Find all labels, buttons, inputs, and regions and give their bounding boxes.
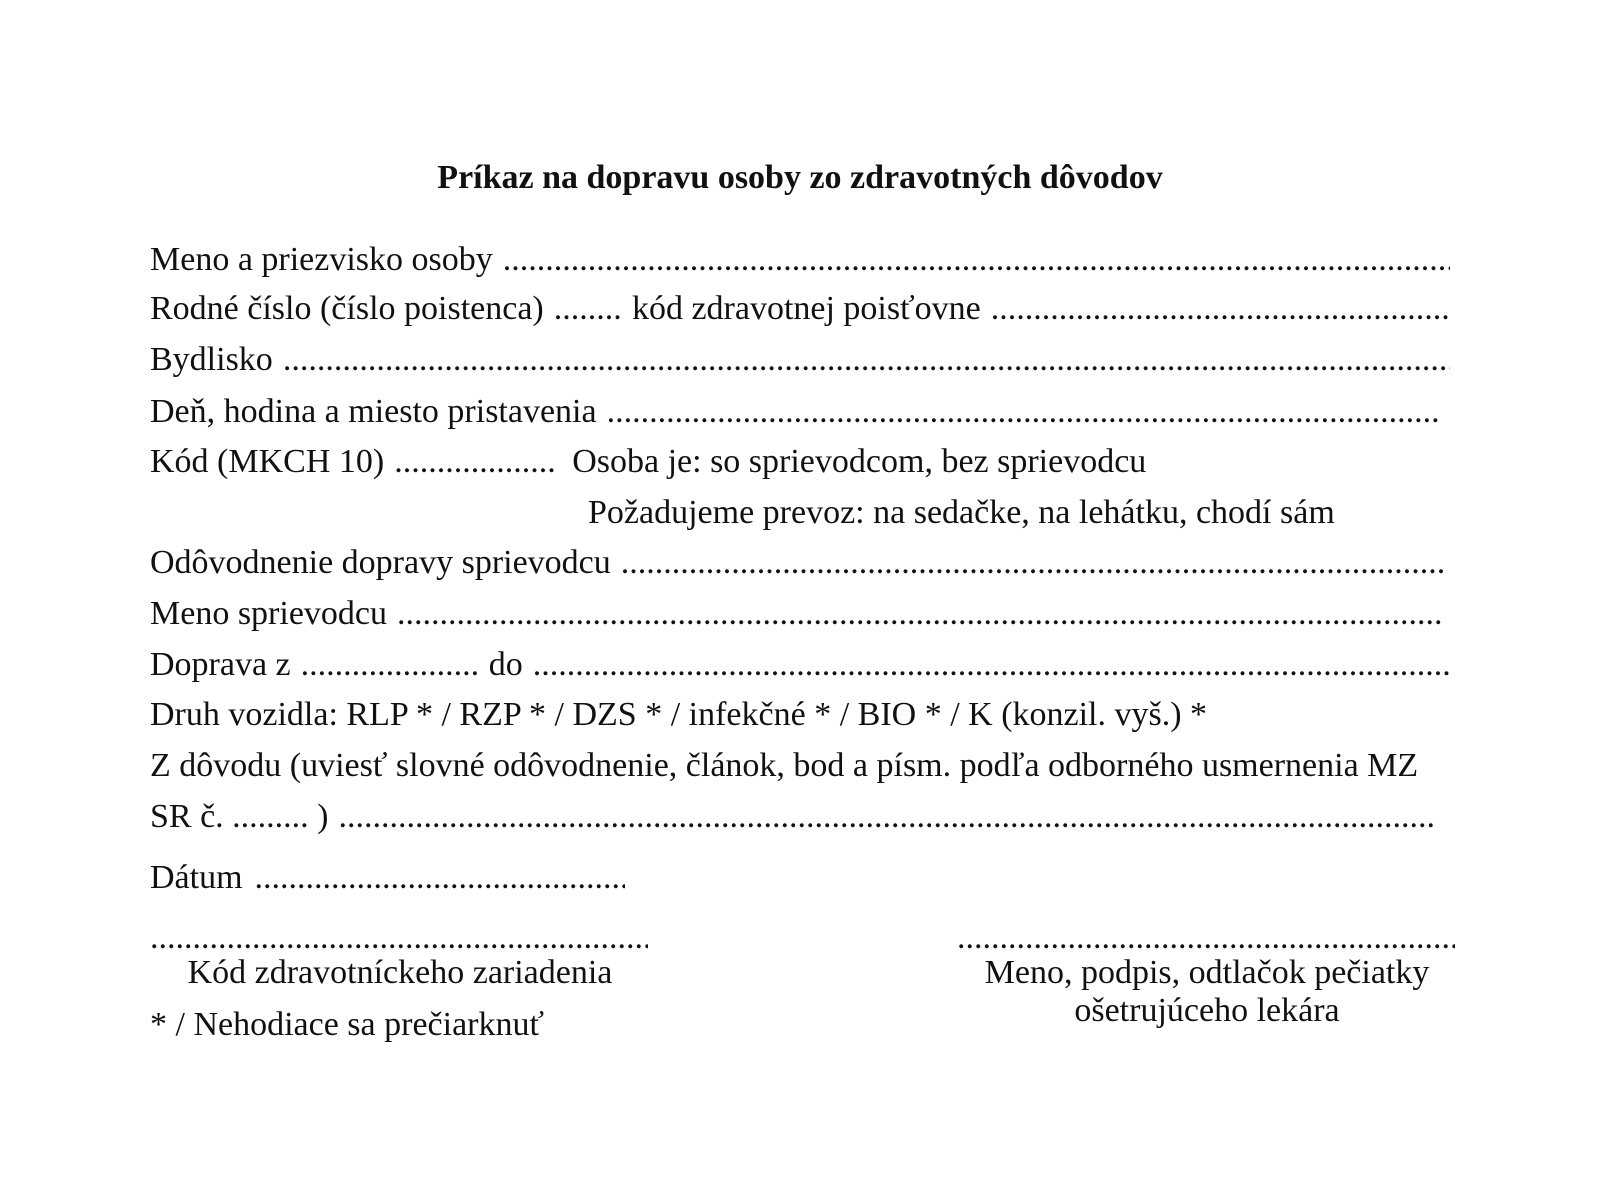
name-row [150,240,1450,280]
transport-route-row [150,645,1450,685]
date-label: Dátum [150,859,243,896]
date-row [150,858,625,898]
pickup-row [150,392,1440,432]
transport-to-label: do [488,646,523,683]
reason-label-line1: Z dôvodu (uviesť slovné odôvodnenie, článok, bod a písm. podľa odborného usmernenia MZ [150,747,1419,784]
footnote-text: * / Nehodiace sa prečiarknuť [150,1006,545,1043]
transport-request-text[interactable]: Požadujeme prevoz: na sedačke, na lehátku, chodí sám [588,494,1335,531]
vehicle-type-row [150,695,1207,735]
doctor-signature-field[interactable] [957,918,1455,958]
transport-to-field[interactable] [533,645,1450,685]
birth-number-label: Rodné číslo (číslo poistenca) [150,290,544,327]
reason-row-2 [150,797,1436,837]
reason-field[interactable] [339,797,1437,837]
code-label: Kód (MKCH 10) [150,443,385,480]
residence-row [150,340,1450,380]
reason-label-line2: SR č. ......... ) [150,798,329,835]
companion-name-label: Meno sprievodcu [150,595,388,632]
insurer-code-label: kód zdravotnej poisťovne [631,290,981,327]
person-is-text[interactable]: Osoba je: so sprievodcom, bez sprievodcu [572,443,1147,480]
transport-from-label: Doprava z [150,646,291,683]
residence-label: Bydlisko [150,341,273,378]
pickup-field[interactable] [607,392,1440,432]
name-field[interactable] [503,240,1450,280]
doctor-caption-line2: ošetrujúceho lekára [1074,992,1340,1029]
name-label: Meno a priezvisko osoby [150,241,493,278]
companion-name-field[interactable] [397,594,1444,634]
pickup-label: Deň, hodina a miesto pristavenia [150,393,597,430]
vehicle-type-text[interactable]: Druh vozidla: RLP * / RZP * / DZS * / infekčné * / BIO * / K (konzil. vyš.) * [150,696,1208,733]
birth-number-row [150,289,1450,329]
doctor-caption-line1: Meno, podpis, odtlačok pečiatky [984,954,1430,991]
birth-number-field[interactable] [554,289,620,329]
transport-from-field[interactable] [301,645,479,685]
companion-name-row [150,594,1444,634]
residence-field[interactable] [283,340,1450,380]
insurer-code-field[interactable] [991,289,1450,329]
facility-code-field[interactable] [150,918,648,958]
transport-request-row [588,493,1335,533]
companion-reason-row [150,543,1446,583]
reason-row-1 [150,746,1418,786]
companion-reason-field[interactable] [621,543,1446,583]
date-field[interactable] [255,858,625,898]
facility-code-caption: Kód zdravotníckeho zariadenia [187,954,613,991]
form-title: Príkaz na dopravu osoby zo zdravotných dôvodov [437,159,1163,196]
code-row [150,442,1146,482]
companion-reason-label: Odôvodnenie dopravy sprievodcu [150,544,611,581]
footnote-row [150,1005,544,1045]
code-field[interactable] [394,442,554,482]
